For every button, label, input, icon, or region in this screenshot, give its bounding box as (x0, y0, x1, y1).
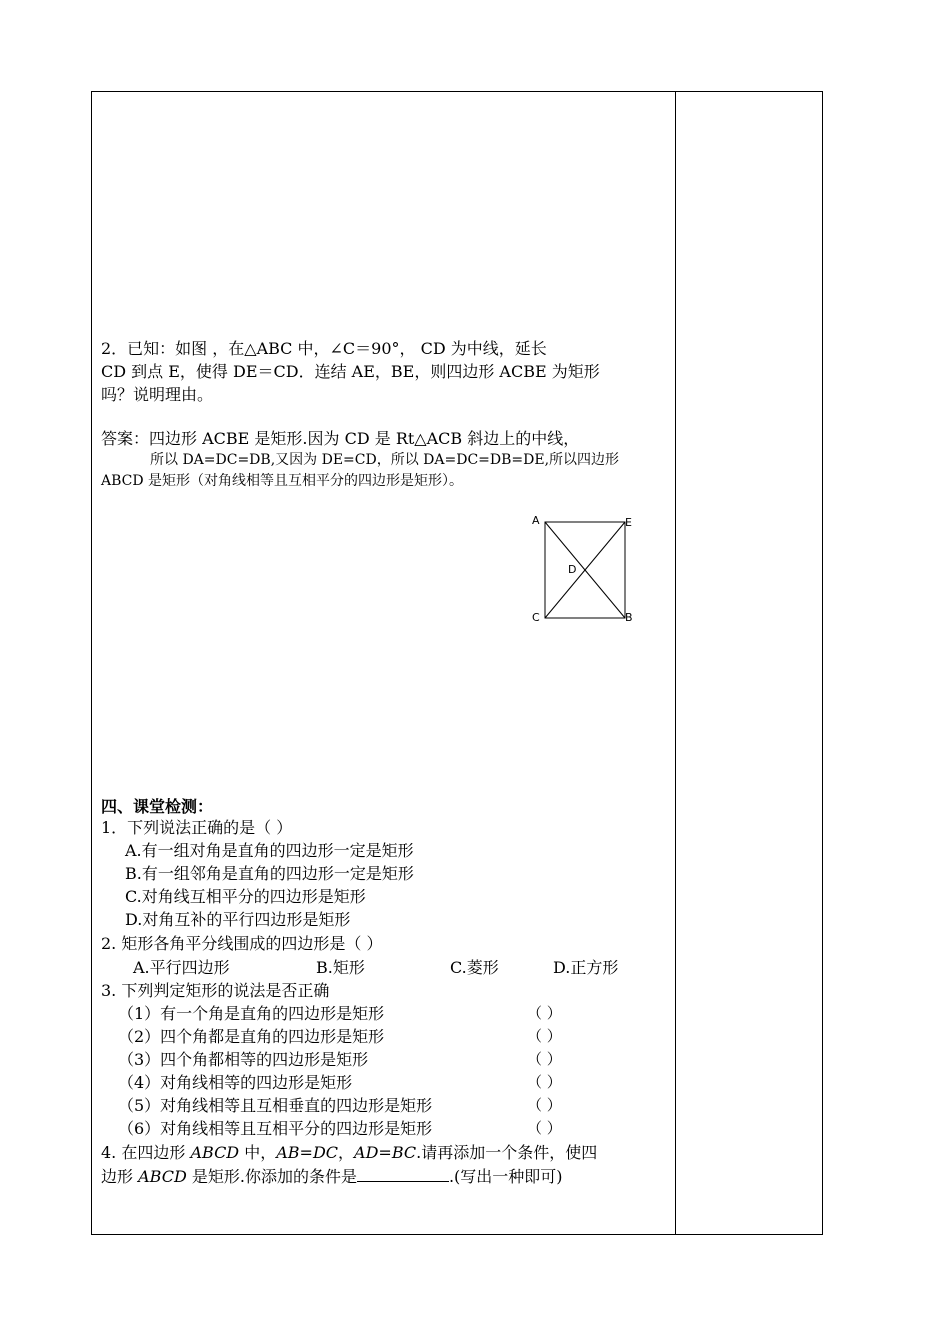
rectangle-figure (525, 510, 640, 628)
q2-option-d: D.正方形 (553, 958, 619, 977)
q4-line2-prefix: 边形 (101, 1167, 139, 1186)
q3-answer-paren-4: （ ） (527, 1073, 562, 1091)
q1-option-a: A.有一组对角是直角的四边形一定是矩形 (125, 841, 414, 860)
q1-option-d: D.对角互补的平行四边形是矩形 (125, 910, 351, 929)
q1-option-c: C.对角线互相平分的四边形是矩形 (125, 887, 366, 906)
problem2-line1: 2．已知：如图 ，在△ABC 中，∠C＝90°， CD 为中线，延长 (101, 339, 547, 358)
q4-line1 (101, 1141, 597, 1164)
figure-label-b: B (625, 611, 633, 624)
figure-label-c: C (532, 611, 540, 624)
q4-abcd-2: ABCD (138, 1167, 187, 1186)
q3-answer-paren-6: （ ） (527, 1119, 562, 1137)
q4-mid: 中， (239, 1143, 277, 1162)
q3-item-6: （6）对角线相等且互相平分的四边形是矩形 (118, 1119, 433, 1138)
answer-line1: 答案：四边形 ACBE 是矩形.因为 CD 是 Rt△ACB 斜边上的中线， (101, 429, 580, 448)
answer-line2: 所以 DA=DC=DB,又因为 DE=CD，所以 DA=DC=DB=DE,所以四边形 (150, 452, 620, 468)
answer-line3: ABCD 是矩形（对角线相等且互相平分的四边形是矩形）。 (101, 473, 464, 489)
q3-item-3: （3）四个角都相等的四边形是矩形 (118, 1050, 369, 1069)
q4-comma: ， (338, 1143, 355, 1162)
table-column-divider (675, 91, 676, 1235)
figure-label-d: D (568, 563, 577, 576)
q4-line2 (101, 1165, 563, 1188)
q4-condition-2: AD=BC (354, 1143, 417, 1162)
problem2-line3: 吗？说明理由。 (101, 385, 214, 404)
q3-item-2: （2）四个角都是直角的四边形是矩形 (118, 1027, 385, 1046)
q2-stem: 2. 矩形各角平分线围成的四边形是（ ） (101, 934, 383, 953)
q2-option-b: B.矩形 (316, 958, 365, 977)
q3-item-1: （1）有一个角是直角的四边形是矩形 (118, 1004, 385, 1023)
q3-answer-paren-1: （ ） (527, 1004, 562, 1022)
q3-answer-paren-2: （ ） (527, 1027, 562, 1045)
q4-line2-suffix: .(写出一种即可) (448, 1167, 563, 1186)
q4-prefix: 4. 在四边形 (101, 1143, 191, 1162)
figure-label-e: E (625, 516, 632, 529)
figure-label-a: A (532, 514, 540, 527)
q2-option-a: A.平行四边形 (133, 958, 230, 977)
q4-line2-mid: 是矩形.你添加的条件是 (186, 1167, 357, 1186)
q1-option-b: B.有一组邻角是直角的四边形一定是矩形 (125, 864, 414, 883)
section4-heading: 四、课堂检测： (101, 797, 214, 816)
q4-abcd: ABCD (190, 1143, 240, 1162)
q1-stem: 1．下列说法正确的是（ ） (101, 818, 293, 837)
q4-condition-1: AB=DC (276, 1143, 339, 1162)
q2-option-c: C.菱形 (450, 958, 499, 977)
q4-suffix: .请再添加一个条件，使四 (416, 1143, 598, 1162)
q3-answer-paren-5: （ ） (527, 1096, 562, 1114)
q3-stem: 3. 下列判定矩形的说法是否正确 (101, 981, 330, 1000)
q3-item-5: （5）对角线相等且互相垂直的四边形是矩形 (118, 1096, 433, 1115)
q4-answer-blank[interactable] (357, 1167, 449, 1182)
problem2-line2: CD 到点 E，使得 DE＝CD．连结 AE，BE，则四边形 ACBE 为矩形 (101, 362, 600, 381)
q3-item-4: （4）对角线相等的四边形是矩形 (118, 1073, 353, 1092)
q3-answer-paren-3: （ ） (527, 1050, 562, 1068)
